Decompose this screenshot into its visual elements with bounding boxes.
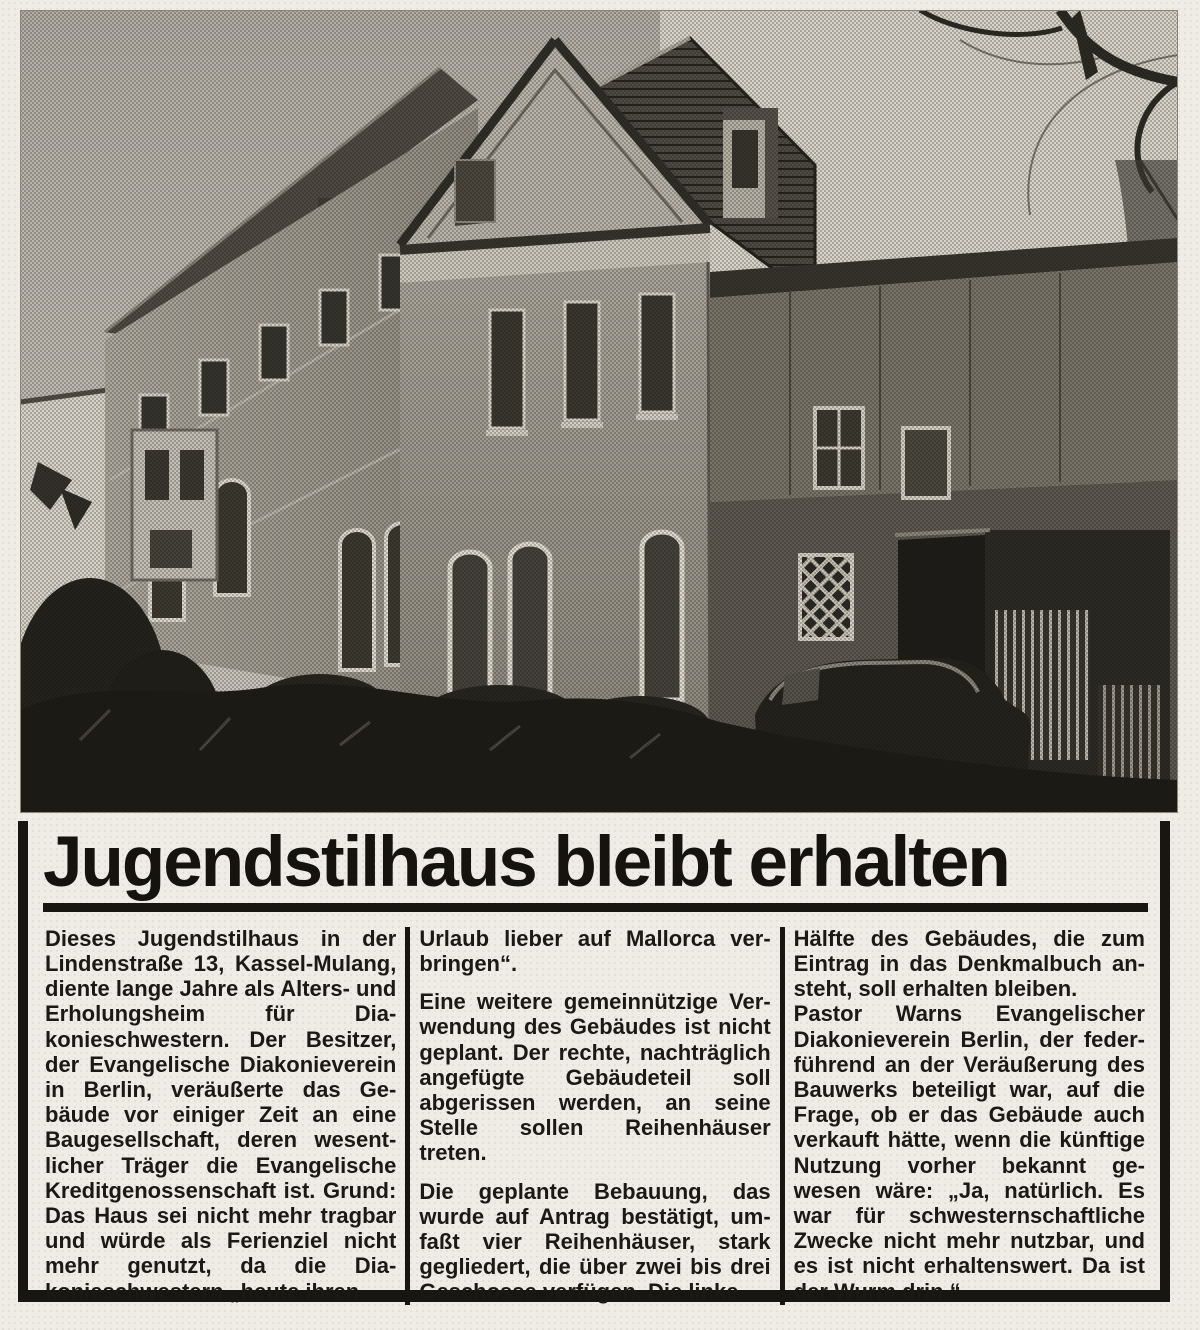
article-box [18, 821, 1170, 1305]
paragraph: Hälfte des Gebäudes, die zum Eintrag in das Denkmalbuch ansteht, soll erhalten bleiben. [793, 925, 1145, 1002]
headline-underline [43, 903, 1148, 912]
column-3 [785, 926, 1154, 1305]
paragraph: Pastor Warns Evangelischer Diakonieverein Berlin, der federführend an der Veräußerung des Bauwerks beteiligt war, auf die Frage, ob er das Gebäude auch verkauft hätte, wenn die künftige Nutzung vorher bekannt gewesen wäre: „Ja, natürlich. Es war für schwesternschaftliche Zwecke nicht mehr nutzbar, und es ist nicht erhaltenswert. Da ist der Wurm drin.“ [793, 1001, 1145, 1304]
villa-photo-illustration [20, 10, 1178, 813]
column-1 [36, 926, 405, 1305]
paragraph: Die geplante Bebauung, das wurde auf Antrag bestätigt, umfaßt vier Reihenhäuser, stark gegliedert, die über zwei bis drei Geschosse verfügen. Die linke [419, 1178, 771, 1305]
column-2 [410, 926, 779, 1305]
paragraph: Dieses Jugendstilhaus in der Lindenstraße 13, Kassel-Mulang, diente lange Jahre als Alters- und Erholungsheim für Diakonieschwestern. Der Besitzer, der Evangelische Diakonieverein in Berlin, veräußerte das Gebäude vor einiger Zeit an eine Baugesellschaft, deren wesentlicher Träger die Evangelische Kreditgenossenschaft ist. Grund: Das Haus sei nicht mehr tragbar und würde als Ferienziel nicht mehr genutzt, da die Diakonieschwestern „heute ihren [45, 925, 397, 1304]
paragraph: Urlaub lieber auf Mallorca verbringen“. [419, 925, 771, 977]
article-columns [36, 926, 1154, 1305]
paragraph: Eine weitere gemeinnützige Verwendung des Gebäudes ist nicht geplant. Der rechte, nachträglich angefügte Gebäudeteil soll abgerissen werden, an seine Stelle sollen Reihenhäuser treten. [419, 989, 771, 1166]
article-photo [20, 10, 1178, 813]
headline: Jugendstilhaus bleibt erhalten [43, 823, 1009, 902]
